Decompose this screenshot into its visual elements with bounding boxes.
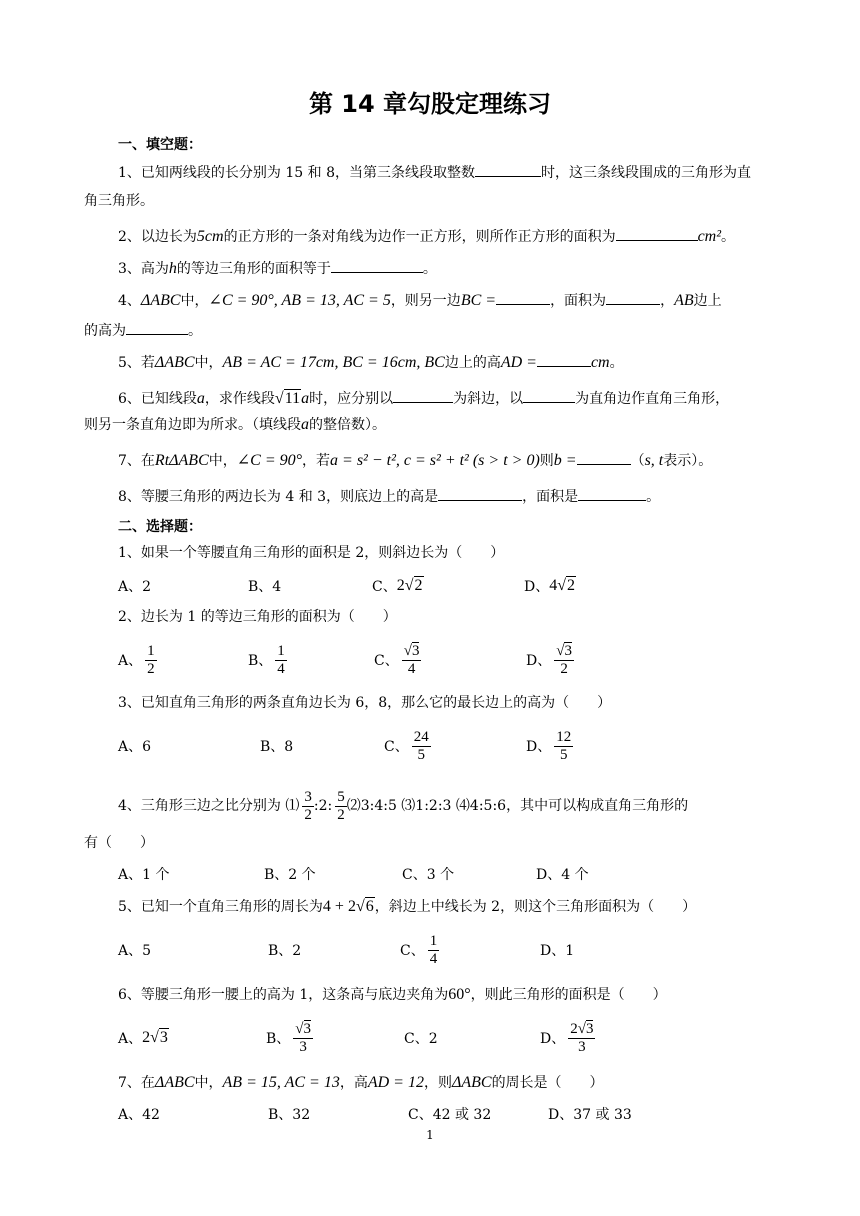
- choice-question-1: 1、如果一个等腰直角三角形的面积是 2，则斜边长为（ ）: [118, 545, 505, 561]
- answer-blank: [523, 388, 575, 403]
- choice-question-7: 7、在ΔABC中，AB = 15, AC = 13，高AD = 12，则ΔABC的周长是（ ）: [118, 1074, 604, 1091]
- answer-blank: [606, 290, 660, 305]
- fill-question-5: 5、若ΔABC中，AB = AC = 17cm, BC = 16cm, BC边上的高AD = cm。: [118, 354, 624, 371]
- option-b[interactable]: B、32: [268, 1107, 311, 1123]
- option-d[interactable]: D、1: [540, 943, 575, 959]
- option-c[interactable]: C、42 或 32: [408, 1107, 492, 1123]
- option-d[interactable]: D、 4√2: [524, 577, 576, 595]
- fill-question-6: 6、已知线段a，求作线段√11a时，应分别以 为斜边，以 为直角边作直角三角形，: [118, 390, 730, 407]
- answer-blank: [393, 388, 453, 403]
- option-b[interactable]: B、8: [260, 739, 294, 755]
- choice-6-options: [118, 1016, 758, 1060]
- choice-question-4-cont: 有（ ）: [84, 835, 154, 851]
- option-a[interactable]: A、6: [118, 739, 152, 755]
- choice-question-4: 4、三角形三边之比分别为 ⑴ $\frac{3}{2}$ :2: $\frac{5}{2}$ ⑵3:4:5 ⑶1:2:3 ⑷4:5:6，其中可以构成直角三角形的: [118, 788, 689, 823]
- section-choice-heading: 二、选择题：: [118, 519, 202, 535]
- choice-3-options: [118, 724, 758, 768]
- option-d[interactable]: D、37 或 33: [548, 1107, 632, 1123]
- page-title: 第 14 章勾股定理练习: [308, 90, 552, 118]
- fill-question-4-cont: 的高为 。: [84, 320, 780, 340]
- answer-blank: [438, 486, 522, 501]
- answer-blank: [331, 258, 423, 273]
- option-a[interactable]: A、1 个: [118, 867, 170, 883]
- answer-blank: [577, 450, 631, 465]
- answer-blank: [537, 352, 591, 367]
- option-c[interactable]: C、2: [404, 1031, 438, 1047]
- option-b[interactable]: B、4: [248, 579, 282, 595]
- choice-question-2: 2、边长为 1 的等边三角形的面积为（ ）: [118, 609, 397, 625]
- choice-question-5: 5、已知一个直角三角形的周长为4 + 2√6，斜边上中线长为 2，则这个三角形面积为（ ）: [118, 898, 697, 915]
- fill-question-2: 2、以边长为5cm的正方形的一条对角线为边作一正方形，则所作正方形的面积为 cm²。: [118, 228, 736, 245]
- page-number: 1: [426, 1128, 434, 1142]
- answer-blank: [475, 162, 541, 177]
- option-c[interactable]: C、 $\frac{24}{5}$: [384, 728, 429, 763]
- choice-4-options: [118, 852, 758, 896]
- choice-question-3: 3、已知直角三角形的两条直角边长为 6，8，那么它的最长边上的高为（ ）: [118, 695, 612, 711]
- option-a[interactable]: A、42: [118, 1107, 160, 1123]
- sqrt-expression: √11: [274, 390, 301, 407]
- fill-question-7: 7、在RtΔABC中，∠C = 90°，若a = s² − t², c = s² + t² (s > t > 0)则b = （s, t表示）。: [118, 452, 713, 469]
- option-d[interactable]: D、4 个: [536, 867, 589, 883]
- choice-1-options: [118, 564, 758, 608]
- option-b[interactable]: B、 $\frac{√3}{3}$: [266, 1020, 312, 1055]
- choice-2-options: [118, 638, 758, 682]
- fill-question-4: 4、ΔABC中，∠C = 90°, AB = 13, AC = 5，则另一边BC = ，面积为 ，AB边上: [118, 292, 722, 309]
- choice-question-6: 6、等腰三角形一腰上的高为 1，这条高与底边夹角为60°，则此三角形的面积是（ ）: [118, 986, 667, 1003]
- option-a[interactable]: A、5: [118, 943, 152, 959]
- option-c[interactable]: C、3 个: [402, 867, 455, 883]
- option-b[interactable]: B、2: [268, 943, 302, 959]
- option-a[interactable]: A、2: [118, 579, 152, 595]
- answer-blank: [496, 290, 550, 305]
- answer-blank: [578, 486, 646, 501]
- fill-question-3: 3、高为h的等边三角形的面积等于 。: [118, 260, 437, 277]
- answer-blank: [616, 226, 698, 241]
- choice-5-options: [118, 928, 758, 972]
- option-d[interactable]: D、 $\frac{2√3}{3}$: [540, 1020, 594, 1055]
- answer-blank: [126, 320, 188, 335]
- option-c[interactable]: C、 $\frac{1}{4}$: [400, 932, 438, 967]
- fill-question-8: 8、等腰三角形的两边长为 4 和 3，则底边上的高是 ，面积是 。: [118, 486, 780, 506]
- fill-question-6-cont: 则另一条直角边即为所求。（填线段a的整倍数）。: [84, 416, 386, 433]
- option-d[interactable]: D、 $\frac{√3}{2}$: [526, 642, 572, 677]
- fill-question-1: 1、已知两线段的长分别为 15 和 8，当第三条线段取整数 时，这三条线段围成的三角形为直: [118, 162, 780, 182]
- option-a[interactable]: A、 $\frac{1}{2}$: [118, 642, 155, 677]
- option-d[interactable]: D、 $\frac{12}{5}$: [526, 728, 572, 763]
- option-b[interactable]: B、2 个: [264, 867, 316, 883]
- option-a[interactable]: A、 2√3: [118, 1029, 168, 1047]
- section-fill-heading: 一、填空题：: [118, 137, 202, 153]
- option-c[interactable]: C、 $\frac{√3}{4}$: [374, 642, 420, 677]
- option-c[interactable]: C、 2√2: [372, 577, 423, 595]
- fill-question-1-cont: 角三角形。: [84, 193, 154, 209]
- option-b[interactable]: B、 $\frac{1}{4}$: [248, 642, 285, 677]
